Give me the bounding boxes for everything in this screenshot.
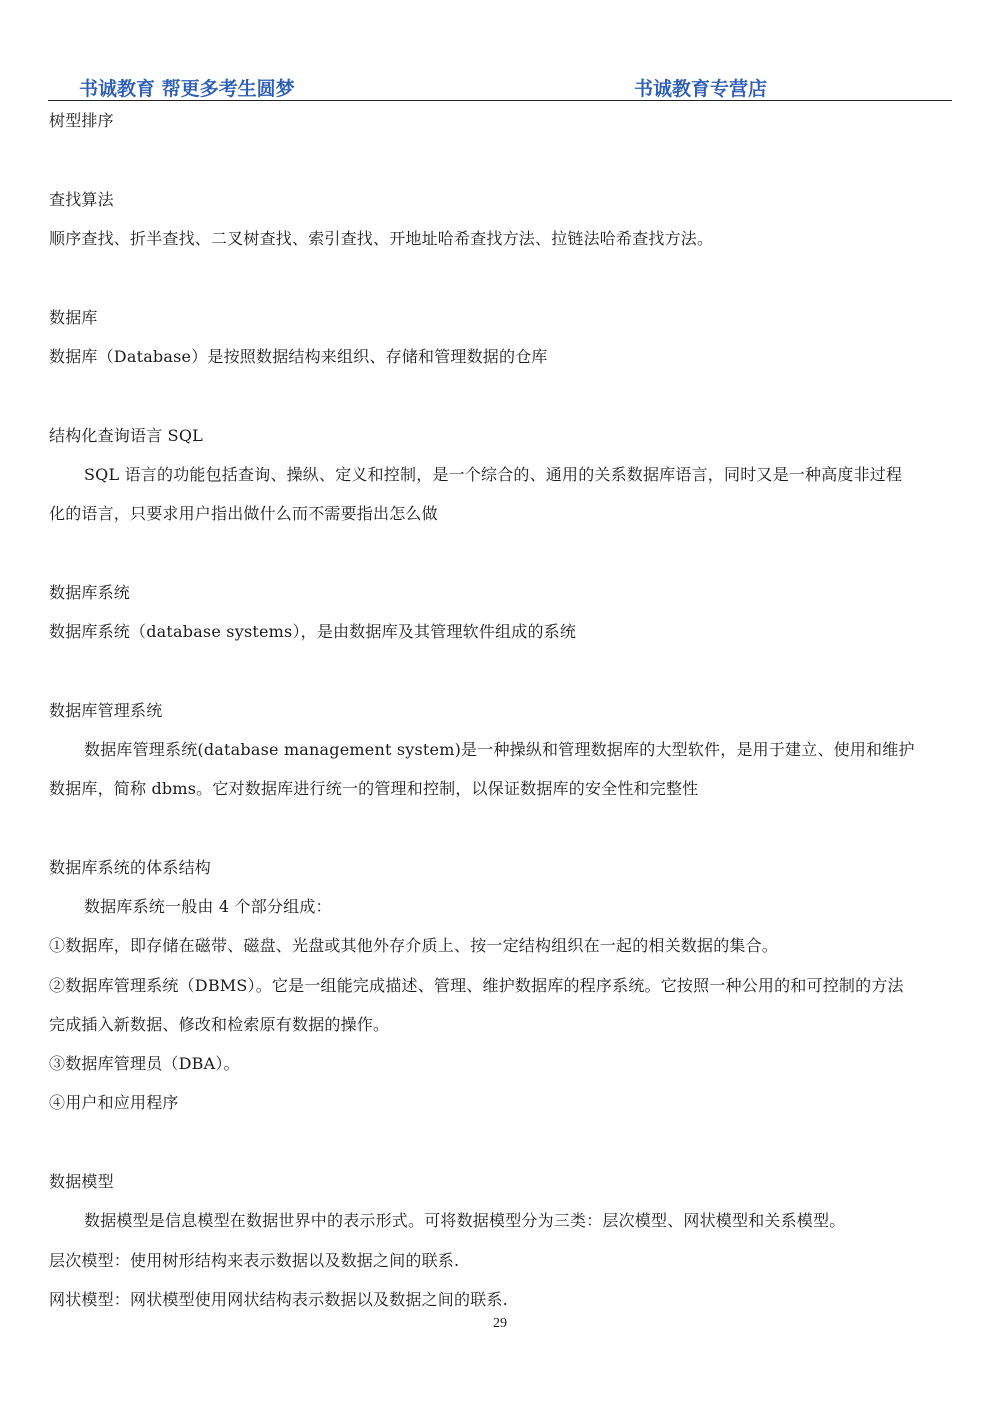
- text-line: 数据库（Database）是按照数据结构来组织、存储和管理数据的仓库: [49, 347, 548, 366]
- section-heading: 数据库系统的体系结构: [49, 858, 212, 877]
- text-line: 数据库管理系统(database management system)是一种操纵和管理数据库的大型软件，是用于建立、使用和维护: [84, 740, 915, 759]
- page-number: 29: [493, 1316, 507, 1331]
- text-line: 数据库，简称 dbms。它对数据库进行统一的管理和控制，以保证数据库的安全性和完整性: [49, 779, 699, 798]
- section-heading: 数据库系统: [49, 583, 131, 602]
- header-left-title: 书诚教育 帮更多考生圆梦: [79, 78, 295, 100]
- section-heading: 结构化查询语言 SQL: [49, 426, 203, 445]
- section-heading: 数据库管理系统: [49, 701, 163, 720]
- list-item: ④用户和应用程序: [49, 1093, 179, 1112]
- text-line: 数据模型是信息模型在数据世界中的表示形式。可将数据模型分为三类：层次模型、网状模型和关系模型。: [84, 1211, 846, 1230]
- text-line: 网状模型：网状模型使用网状结构表示数据以及数据之间的联系.: [49, 1290, 508, 1309]
- section-heading: 数据模型: [49, 1172, 114, 1191]
- text-line: 层次模型：使用树形结构来表示数据以及数据之间的联系.: [49, 1251, 460, 1270]
- list-item: ①数据库，即存储在磁带、磁盘、光盘或其他外存介质上、按一定结构组织在一起的相关数据的集合。: [49, 936, 779, 955]
- text-line: 完成插入新数据、修改和检索原有数据的操作。: [49, 1015, 390, 1034]
- page-header: [48, 72, 952, 101]
- text-line: 数据库系统一般由 4 个部分组成：: [84, 897, 332, 916]
- text-line: 顺序查找、折半查找、二叉树查找、索引查找、开地址哈希查找方法、拉链法哈希查找方法。: [49, 229, 714, 248]
- header-right-title: 书诚教育专营店: [634, 78, 768, 100]
- text-line: 化的语言，只要求用户指出做什么而不需要指出怎么做: [49, 504, 438, 523]
- section-heading: 数据库: [49, 308, 98, 327]
- list-item: ②数据库管理系统（DBMS）。它是一组能完成描述、管理、维护数据库的程序系统。它按照一种公用的和可控制的方法: [49, 976, 904, 995]
- text-line: 数据库系统（database systems），是由数据库及其管理软件组成的系统: [49, 622, 577, 641]
- text-line: 树型排序: [49, 111, 114, 130]
- section-heading: 查找算法: [49, 190, 114, 209]
- text-line: SQL 语言的功能包括查询、操纵、定义和控制，是一个综合的、通用的关系数据库语言，同时又是一种高度非过程: [84, 465, 903, 484]
- list-item: ③数据库管理员（DBA）。: [49, 1054, 240, 1073]
